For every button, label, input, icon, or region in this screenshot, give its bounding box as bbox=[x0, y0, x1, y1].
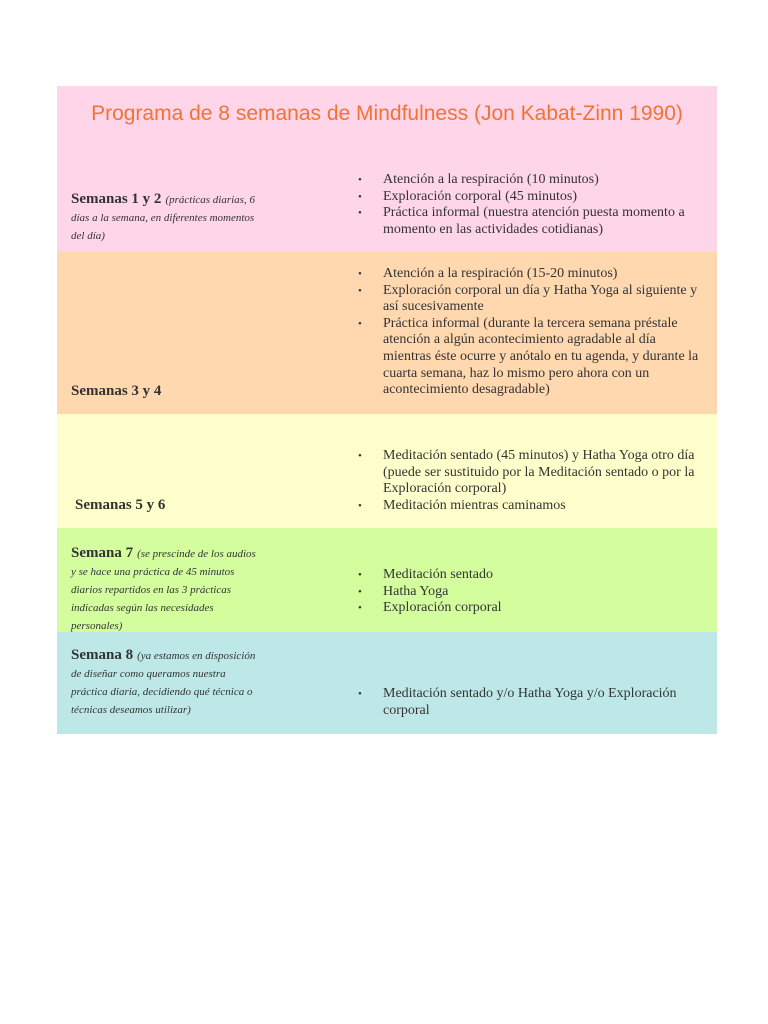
list-item: • Meditación mientras caminamos bbox=[358, 497, 566, 513]
bullet-icon: • bbox=[358, 268, 362, 280]
practice-cell bbox=[355, 567, 707, 617]
bullet-icon: • bbox=[358, 317, 362, 330]
list-item: • Meditación sentado bbox=[358, 567, 494, 582]
list-item: • Atención a la respiración (15-20 minutos) bbox=[358, 266, 618, 281]
table-row bbox=[57, 632, 717, 734]
week-cell bbox=[75, 496, 260, 514]
table-row bbox=[57, 252, 717, 414]
week-cell bbox=[71, 544, 256, 634]
week-label: Semanas 1 y 2 bbox=[71, 191, 162, 207]
bullet-icon: • bbox=[358, 450, 362, 462]
list-item: • Meditación sentado y/o Hatha Yoga y/o Exploración corporal bbox=[358, 686, 677, 718]
week-label: Semanas 5 y 6 bbox=[75, 497, 166, 513]
bullet-icon: • bbox=[358, 284, 362, 297]
list-item: • Práctica informal (nuestra atención puesta momento a momento en las actividades cotidianas) bbox=[358, 205, 685, 237]
practice-list bbox=[355, 266, 707, 399]
bullet-icon: • bbox=[358, 499, 362, 512]
practice-cell bbox=[355, 266, 707, 399]
bullet-icon: • bbox=[358, 688, 362, 700]
week-label: Semana 8 bbox=[71, 647, 134, 663]
week-note: (ya estamos en disposición de diseñar como queramos nuestra práctica diaria, decidiendo qué técnica o técnicas deseamos utilizar) bbox=[71, 650, 256, 716]
table-row bbox=[57, 414, 717, 528]
practice-cell bbox=[355, 686, 707, 719]
list-item: • Exploración corporal un día y Hatha Yoga al siguiente y así sucesivamente bbox=[358, 282, 698, 315]
list-item: • Exploración corporal bbox=[358, 600, 502, 616]
list-item: • Meditación sentado (45 minutos) y Hatha Yoga otro día (puede ser sustituido por la Meditación sentado o por la Exploración corporal) bbox=[358, 448, 695, 497]
bullet-icon: • bbox=[358, 569, 362, 581]
list-item: • Hatha Yoga bbox=[358, 583, 449, 599]
bullet-icon: • bbox=[358, 585, 362, 598]
week-note: (se prescinde de los audios y se hace una práctica de 45 minutos diarios repartidos en las 3 prácticas indicadas según las necesidades personales) bbox=[71, 548, 256, 632]
practice-list bbox=[355, 448, 707, 514]
title-row bbox=[57, 86, 717, 252]
week-cell bbox=[71, 190, 256, 244]
week-cell bbox=[71, 382, 256, 400]
practice-list bbox=[355, 686, 707, 719]
week-label: Semana 7 bbox=[71, 545, 134, 561]
week-cell bbox=[71, 646, 256, 718]
bullet-icon: • bbox=[358, 174, 362, 186]
practice-cell bbox=[355, 172, 707, 238]
table-row bbox=[57, 528, 717, 632]
bullet-icon: • bbox=[358, 207, 362, 220]
mindfulness-program-table bbox=[57, 86, 717, 734]
practice-list bbox=[355, 567, 707, 617]
list-item: • Práctica informal (durante la tercera semana préstale atención a algún acontecimiento agradable al día mientras éste ocurre y anótalo en tu agenda, y durante la cuarta semana, haz lo mismo pero ahora con un acontecimiento desagradable) bbox=[358, 315, 699, 398]
practice-list bbox=[355, 172, 707, 238]
week-note: (prácticas diarias, 6 días a la semana, en diferentes momentos del día) bbox=[71, 194, 255, 242]
bullet-icon: • bbox=[358, 602, 362, 615]
week-label: Semanas 3 y 4 bbox=[71, 383, 162, 399]
practice-cell bbox=[355, 448, 707, 514]
list-item: • Exploración corporal (45 minutos) bbox=[358, 188, 578, 204]
bullet-icon: • bbox=[358, 190, 362, 203]
list-item: • Atención a la respiración (10 minutos) bbox=[358, 172, 599, 187]
page-title: Programa de 8 semanas de Mindfulness (Jon Kabat-Zinn 1990) bbox=[91, 102, 683, 125]
